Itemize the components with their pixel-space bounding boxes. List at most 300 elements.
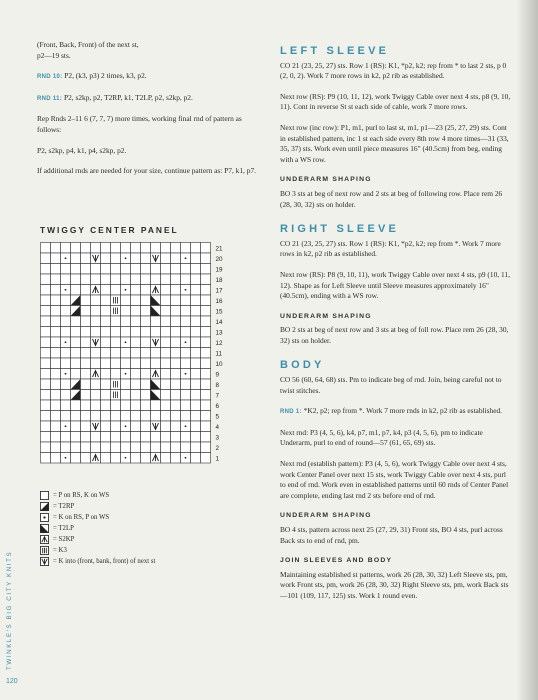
- chart-cell: [71, 327, 81, 338]
- chart-cell: [71, 421, 81, 432]
- chart-cell: [161, 369, 171, 380]
- chart-cell: [71, 316, 81, 327]
- chart-cell: [51, 369, 61, 380]
- chart-cell: [101, 264, 111, 275]
- chart-cell: [181, 306, 191, 317]
- body-heading: BODY: [280, 359, 325, 372]
- chart-cell: [201, 453, 211, 464]
- chart-cell: [41, 390, 51, 401]
- chart-cell: [81, 295, 91, 306]
- chart-cell: [51, 316, 61, 327]
- t2lp-icon: [40, 524, 49, 533]
- chart-cell: [41, 337, 51, 348]
- twiggy-center-panel-chart: [40, 242, 240, 483]
- chart-cell: [111, 348, 121, 359]
- chart-cell: [161, 306, 171, 317]
- chart-cell: [181, 400, 191, 411]
- chart-cell: [71, 358, 81, 369]
- left-paragraph-1: (Front, Back, Front) of the next st, p2—19 sts.: [37, 40, 139, 60]
- chart-cell: [101, 400, 111, 411]
- chart-cell: [101, 421, 111, 432]
- chart-cell: [131, 306, 141, 317]
- knit-dot: [125, 257, 127, 259]
- chart-cell: [141, 327, 151, 338]
- chart-cell: [81, 432, 91, 443]
- chart-cell: [51, 432, 61, 443]
- chart-cell: [201, 295, 211, 306]
- chart-cell: [91, 274, 101, 285]
- chart-cell: [81, 400, 91, 411]
- chart-cell: [91, 264, 101, 275]
- chart-cell: [141, 264, 151, 275]
- chart-cell: [161, 327, 171, 338]
- chart-cell: [91, 400, 101, 411]
- chart-row-number: 13: [215, 329, 223, 337]
- chart-cell: [101, 316, 111, 327]
- knit-dot: [185, 373, 187, 375]
- chart-cell: [171, 337, 181, 348]
- chart-cell: [41, 348, 51, 359]
- round-11-label: RND 11:: [37, 95, 63, 102]
- chart-cell: [111, 243, 121, 254]
- chart-cell: [141, 390, 151, 401]
- chart-cell: [161, 316, 171, 327]
- chart-cell: [71, 274, 81, 285]
- chart-cell: [121, 411, 131, 422]
- right-sleeve-underarm-text: BO 2 sts at beg of next row and 3 sts at beg of foll row. Place rem 26 (28, 30, 32) sts on holder.: [280, 325, 509, 345]
- chart-cell: [61, 243, 71, 254]
- chart-cell: [191, 337, 201, 348]
- chart-cell: [151, 411, 161, 422]
- chart-row-number: 9: [215, 371, 220, 379]
- knit-dot: [125, 425, 127, 427]
- t2rp-icon: [40, 502, 49, 511]
- chart-cell: [131, 327, 141, 338]
- chart-cell: [111, 327, 121, 338]
- chart-cell: [141, 285, 151, 296]
- chart-cell: [81, 285, 91, 296]
- chart-cell: [171, 316, 181, 327]
- chart-cell: [141, 243, 151, 254]
- legend-item-k3: = K3: [40, 545, 155, 556]
- chart-cell: [81, 411, 91, 422]
- chart-cell: [141, 358, 151, 369]
- chart-cell: [61, 390, 71, 401]
- left-sleeve-heading: LEFT SLEEVE: [280, 45, 390, 57]
- knit-dot: [185, 257, 187, 259]
- chart-cell: [71, 432, 81, 443]
- chart-cell: [91, 379, 101, 390]
- chart-cell: [81, 243, 91, 254]
- round-11-instruction: RND 11: P2, s2kp, p2, T2RP, k1, T2LP, p2, s2kp, p2.: [37, 92, 193, 102]
- chart-cell: [171, 243, 181, 254]
- chart-cell: [81, 306, 91, 317]
- chart-cell: [131, 337, 141, 348]
- chart-cell: [51, 400, 61, 411]
- chart-cell: [51, 274, 61, 285]
- chart-cell: [61, 327, 71, 338]
- chart-cell: [61, 274, 71, 285]
- chart-cell: [181, 243, 191, 254]
- chart-cell: [141, 400, 151, 411]
- chart-cell: [41, 295, 51, 306]
- chart-cell: [51, 295, 61, 306]
- join-heading: JOIN SLEEVES AND BODY: [280, 557, 393, 565]
- chart-cell: [141, 253, 151, 264]
- legend-item-knit: = K on RS, P on WS: [40, 512, 155, 523]
- chart-cell: [121, 327, 131, 338]
- chart-cell: [171, 285, 181, 296]
- chart-cell: [121, 358, 131, 369]
- chart-cell: [91, 390, 101, 401]
- chart-cell: [121, 243, 131, 254]
- chart-cell: [61, 379, 71, 390]
- chart-cell: [41, 285, 51, 296]
- chart-cell: [181, 379, 191, 390]
- chart-cell: [171, 432, 181, 443]
- chart-row-number: 15: [215, 308, 223, 316]
- chart-cell: [161, 432, 171, 443]
- chart-cell: [111, 316, 121, 327]
- chart-cell: [61, 400, 71, 411]
- chart-cell: [131, 243, 141, 254]
- chart-cell: [191, 348, 201, 359]
- chart-cell: [161, 358, 171, 369]
- chart-cell: [161, 442, 171, 453]
- chart-cell: [161, 337, 171, 348]
- chart-cell: [191, 327, 201, 338]
- chart-cell: [71, 442, 81, 453]
- chart-row-number: 4: [215, 424, 220, 431]
- chart-row-number: 12: [215, 340, 223, 347]
- chart-cell: [161, 390, 171, 401]
- chart-cell: [151, 442, 161, 453]
- chart-cell: [41, 453, 51, 464]
- chart-cell: [181, 411, 191, 422]
- chart-cell: [91, 316, 101, 327]
- chart-row-number: 19: [215, 266, 223, 274]
- chart-cell: [121, 264, 131, 275]
- chart-row-number: 20: [215, 256, 223, 263]
- chart-cell: [81, 358, 91, 369]
- chart-cell: [131, 379, 141, 390]
- chart-row-number: 5: [215, 413, 220, 421]
- chart-cell: [141, 348, 151, 359]
- chart-cell: [131, 253, 141, 264]
- chart-cell: [191, 264, 201, 275]
- chart-cell: [201, 264, 211, 275]
- chart-cell: [41, 253, 51, 264]
- left-sleeve-paragraph-2: Next row (RS): P9 (10, 11, 12), work Twiggy Cable over next 4 sts, p8 (9, 10, 11). Cont in reverse St st each side of cable, work 7 more rows.: [280, 91, 511, 112]
- chart-cell: [51, 453, 61, 464]
- knit-dot: [185, 341, 187, 343]
- knit-dot: [125, 373, 127, 375]
- chart-cell: [71, 369, 81, 380]
- additional-rounds-instruction: If additional rnds are needed for your size, continue pattern as: P7, k1, p7.: [37, 166, 256, 176]
- chart-cell: [131, 432, 141, 443]
- chart-cell: [91, 358, 101, 369]
- chart-cell: [201, 285, 211, 296]
- chart-cell: [181, 327, 191, 338]
- chart-cell: [151, 327, 161, 338]
- left-sleeve-paragraph-1: CO 21 (23, 25, 27) sts. Row 1 (RS): K1, *p2, k2; rep from * to last 2 sts, p 0 (2, 0, 2). Work 7 more rows in k2, p2 rib as established.: [280, 60, 507, 81]
- chart-cell: [101, 337, 111, 348]
- legend-item-s2kp: = S2KP: [40, 534, 155, 545]
- chart-cell: [171, 306, 181, 317]
- chart-cell: [61, 432, 71, 443]
- knit-dot: [125, 457, 127, 459]
- chart-cell: [41, 264, 51, 275]
- chart-cell: [181, 316, 191, 327]
- chart-cell: [81, 253, 91, 264]
- chart-cell: [71, 337, 81, 348]
- chart-cell: [61, 411, 71, 422]
- final-round-instruction: P2, s2kp, p4, k1, p4, s2kp, p2.: [37, 145, 127, 155]
- chart-cell: [71, 253, 81, 264]
- chart-cell: [201, 348, 211, 359]
- chart-cell: [131, 295, 141, 306]
- chart-cell: [171, 295, 181, 306]
- knit-dot: [65, 289, 67, 291]
- chart-cell: [91, 327, 101, 338]
- chart-cell: [151, 358, 161, 369]
- chart-cell: [61, 295, 71, 306]
- chart-row-number: 14: [215, 319, 223, 326]
- page-edge-shadow: [516, 0, 538, 700]
- join-text: Maintaining established st patterns, work 26 (28, 30, 32) Left Sleeve sts, pm, work Front sts, pm, work 26 (28, 30, 32) Right Sleeve sts, pm, work Back sts—101 (109, 117, 125) sts. Work 1 round even.: [280, 569, 509, 600]
- knit-dot: [65, 257, 67, 259]
- chart-cell: [161, 285, 171, 296]
- chart-cell: [41, 358, 51, 369]
- body-underarm-heading: UNDERARM SHAPING: [280, 512, 372, 520]
- body-paragraph-1: CO 56 (60, 64, 68) sts. Pm to indicate beg of rnd. Join, being careful not to twist stitches.: [280, 375, 502, 395]
- chart-cell: [141, 453, 151, 464]
- chart-cell: [51, 327, 61, 338]
- chart-cell: [131, 411, 141, 422]
- chart-cell: [41, 274, 51, 285]
- chart-row-number: 21: [215, 245, 223, 253]
- chart-cell: [101, 358, 111, 369]
- chart-cell: [71, 453, 81, 464]
- chart-cell: [41, 316, 51, 327]
- chart-cell: [131, 348, 141, 359]
- chart-cell: [201, 243, 211, 254]
- chart-cell: [51, 421, 61, 432]
- chart-cell: [41, 306, 51, 317]
- k3-icon: [40, 546, 49, 555]
- chart-cell: [61, 358, 71, 369]
- chart-cell: [41, 327, 51, 338]
- chart-cell: [81, 390, 91, 401]
- chart-cell: [141, 442, 151, 453]
- chart-legend: [40, 490, 155, 567]
- chart-cell: [191, 400, 201, 411]
- chart-cell: [191, 390, 201, 401]
- chart-cell: [141, 316, 151, 327]
- chart-cell: [171, 453, 181, 464]
- chart-cell: [41, 442, 51, 453]
- chart-cell: [71, 285, 81, 296]
- chart-cell: [71, 348, 81, 359]
- chart-cell: [181, 295, 191, 306]
- chart-cell: [161, 411, 171, 422]
- chart-cell: [171, 358, 181, 369]
- chart-cell: [141, 274, 151, 285]
- chart-cell: [41, 379, 51, 390]
- chart-cell: [161, 379, 171, 390]
- chart-cell: [181, 390, 191, 401]
- chart-cell: [101, 295, 111, 306]
- chart-cell: [101, 390, 111, 401]
- chart-cell: [91, 432, 101, 443]
- chart-cell: [121, 390, 131, 401]
- chart-row-number: 2: [215, 445, 220, 452]
- chart-cell: [191, 442, 201, 453]
- chart-cell: [171, 379, 181, 390]
- chart-cell: [101, 432, 111, 443]
- blank-square-icon: [40, 491, 49, 500]
- chart-cell: [151, 274, 161, 285]
- chart-cell: [141, 306, 151, 317]
- chart-cell: [41, 243, 51, 254]
- chart-cell: [111, 421, 121, 432]
- chart-cell: [101, 453, 111, 464]
- chart-cell: [51, 348, 61, 359]
- legend-item-t2lp: = T2LP: [40, 523, 155, 534]
- chart-cell: [121, 400, 131, 411]
- chart-cell: [111, 253, 121, 264]
- chart-cell: [131, 453, 141, 464]
- chart-cell: [151, 348, 161, 359]
- legend-item-kfbf: = K into (front, bank, front) of next st: [40, 556, 155, 567]
- chart-cell: [111, 274, 121, 285]
- chart-cell: [121, 306, 131, 317]
- chart-cell: [161, 295, 171, 306]
- chart-cell: [161, 453, 171, 464]
- chart-cell: [51, 243, 61, 254]
- chart-cell: [191, 379, 201, 390]
- chart-cell: [131, 285, 141, 296]
- chart-cell: [51, 306, 61, 317]
- chart-cell: [121, 274, 131, 285]
- chart-row-number: 10: [215, 361, 223, 368]
- chart-cell: [111, 337, 121, 348]
- chart-cell: [111, 453, 121, 464]
- knit-dot: [65, 425, 67, 427]
- chart-cell: [191, 411, 201, 422]
- chart-cell: [41, 411, 51, 422]
- chart-cell: [201, 337, 211, 348]
- chart-cell: [201, 421, 211, 432]
- kfbf-icon: [40, 557, 49, 566]
- chart-grid: [40, 242, 240, 478]
- chart-cell: [111, 358, 121, 369]
- legend-item-t2rp: = T2RP: [40, 501, 155, 512]
- chart-cell: [71, 400, 81, 411]
- chart-cell: [131, 421, 141, 432]
- chart-cell: [81, 337, 91, 348]
- chart-cell: [191, 358, 201, 369]
- chart-cell: [171, 327, 181, 338]
- chart-cell: [101, 379, 111, 390]
- chart-cell: [131, 390, 141, 401]
- chart-cell: [201, 442, 211, 453]
- knit-dot: [125, 341, 127, 343]
- chart-cell: [111, 400, 121, 411]
- chart-cell: [81, 442, 91, 453]
- chart-row-number: 6: [215, 403, 220, 410]
- knit-dot: [65, 373, 67, 375]
- chart-cell: [131, 400, 141, 411]
- chart-cell: [181, 432, 191, 443]
- chart-cell: [81, 379, 91, 390]
- chart-cell: [101, 442, 111, 453]
- chart-cell: [81, 453, 91, 464]
- chart-cell: [41, 432, 51, 443]
- chart-row-number: 16: [215, 298, 223, 305]
- chart-cell: [81, 316, 91, 327]
- chart-cell: [171, 369, 181, 380]
- chart-cell: [101, 411, 111, 422]
- chart-cell: [201, 306, 211, 317]
- chart-row-number: 18: [215, 277, 223, 284]
- chart-cell: [161, 421, 171, 432]
- knit-dot: [65, 457, 67, 459]
- chart-cell: [51, 358, 61, 369]
- chart-cell: [171, 264, 181, 275]
- chart-cell: [201, 274, 211, 285]
- chart-cell: [111, 432, 121, 443]
- chart-cell: [191, 253, 201, 264]
- chart-cell: [201, 327, 211, 338]
- chart-cell: [121, 432, 131, 443]
- chart-cell: [91, 442, 101, 453]
- chart-cell: [91, 243, 101, 254]
- chart-cell: [161, 274, 171, 285]
- chart-cell: [51, 379, 61, 390]
- chart-cell: [141, 432, 151, 443]
- chart-cell: [121, 295, 131, 306]
- chart-cell: [171, 274, 181, 285]
- chart-cell: [121, 316, 131, 327]
- round-10-label: RND 10:: [37, 74, 63, 81]
- chart-cell: [101, 327, 111, 338]
- chart-cell: [151, 400, 161, 411]
- chart-cell: [141, 379, 151, 390]
- right-column: [280, 46, 512, 612]
- chart-cell: [111, 369, 121, 380]
- chart-cell: [161, 400, 171, 411]
- chart-cell: [61, 442, 71, 453]
- chart-cell: [101, 306, 111, 317]
- chart-cell: [111, 285, 121, 296]
- body-underarm-text: BO 4 sts, pattern across next 25 (27, 29, 31) Front sts, BO 4 sts, purl across Back sts to end of rnd, pm.: [280, 525, 503, 545]
- chart-cell: [151, 432, 161, 443]
- chart-cell: [181, 274, 191, 285]
- chart-cell: [51, 253, 61, 264]
- repeat-instruction: Rep Rnds 2–11 6 (7, 7, 7) more times, working final rnd of pattern as follows:: [37, 114, 242, 134]
- chart-row-number: 11: [215, 350, 223, 358]
- chart-cell: [61, 306, 71, 317]
- chart-cell: [111, 442, 121, 453]
- chart-cell: [81, 274, 91, 285]
- chart-cell: [71, 264, 81, 275]
- knit-dot: [65, 341, 67, 343]
- chart-cell: [181, 358, 191, 369]
- chart-cell: [201, 432, 211, 443]
- chart-cell: [141, 337, 151, 348]
- chart-cell: [191, 295, 201, 306]
